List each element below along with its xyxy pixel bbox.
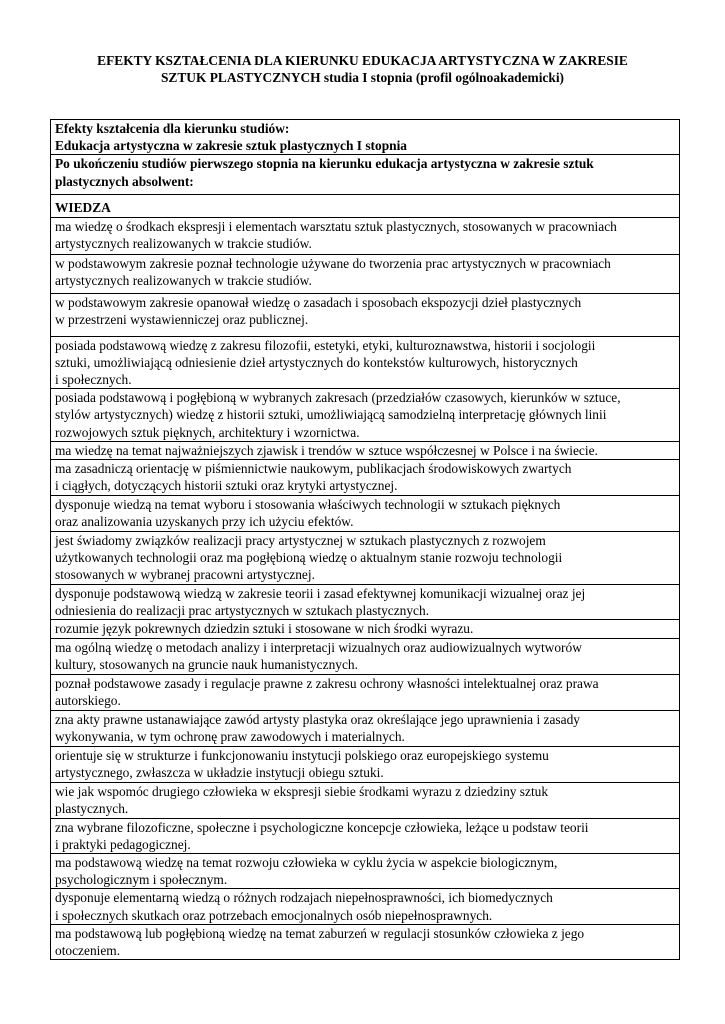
table-row: [51, 746, 680, 782]
outcome-cell: [51, 254, 680, 293]
outcome-cell: [51, 889, 680, 924]
outcome-cell: [51, 710, 680, 746]
outcome-line: zna akty prawne ustanawiające zawód artysty plastyka oraz określające jego uprawnienia i zasady: [55, 711, 580, 727]
outcome-line: ma wiedzę o środkach ekspresji i elementach warsztatu sztuk plastycznych, stosowanych w pracowniach: [55, 218, 617, 234]
table-row: [51, 336, 680, 389]
table-row: [51, 818, 680, 853]
title-line: SZTUK PLASTYCZNYCH studia I stopnia (profil ogólnoakademicki): [160, 70, 565, 85]
document-title: [40, 52, 685, 86]
outcome-cell: [51, 782, 680, 818]
outcome-line: rozumie język pokrewnych dziedzin sztuki i stosowane w nich środki wyrazu.: [55, 621, 474, 637]
outcome-line: stosowanych w wybranej pracowni artystycznej.: [55, 567, 315, 583]
outcome-cell: [51, 746, 680, 782]
outcome-line: otoczeniem.: [55, 943, 121, 959]
outcome-line: orientuje się w strukturze i funkcjonowaniu instytucji polskiego oraz europejskiego systemu: [55, 747, 549, 763]
outcome-line: i społecznych.: [55, 372, 132, 388]
table-row: [51, 217, 680, 254]
outcome-line: odniesienia do realizacji prac artystycznych w sztukach plastycznych.: [55, 603, 430, 619]
outcome-line: poznał podstawowe zasady i regulacje prawne z zakresu ochrony własności intelektualnej oraz prawa: [55, 675, 599, 691]
table-row: [51, 496, 680, 532]
outcome-cell: [51, 217, 680, 254]
outcome-line: użytkowanych technologii oraz ma pogłębioną wiedzę o aktualnym stanie rozwoju technologii: [55, 550, 563, 566]
outcome-line: w przestrzeni wystawienniczej oraz publicznej.: [55, 311, 309, 327]
outcome-line: plastycznych.: [55, 800, 129, 816]
outcome-line: artystycznego, zwłaszcza w układzie instytucji obiegu sztuki.: [55, 764, 384, 780]
outcome-line: dysponuje wiedzą na temat wyboru i stosowania właściwych technologii w sztukach pięknych: [55, 497, 561, 513]
outcome-line: kultury, stosowanych na gruncie nauk humanistycznych.: [55, 656, 358, 672]
outcome-cell: [51, 441, 680, 459]
intro-line: Po ukończeniu studiów pierwszego stopnia na kierunku edukacja artystyczna w zakresie sztuk: [55, 156, 594, 172]
intro-cell: [51, 155, 680, 195]
outcome-line: stylów artystycznych) wiedzę z historii sztuki, umożliwiającą samodzielną interpretację głównych linii: [55, 407, 607, 423]
table-row: [51, 674, 680, 710]
table-row: [51, 254, 680, 293]
section-row: [51, 195, 680, 217]
outcome-cell: [51, 585, 680, 620]
outcome-cell: [51, 460, 680, 496]
header-line: Edukacja artystyczna w zakresie sztuk plastycznych I stopnia: [55, 138, 408, 154]
section-label: WIEDZA: [51, 195, 680, 217]
table-row: [51, 293, 680, 336]
outcome-line: w podstawowym zakresie poznał technologie używane do tworzenia prac artystycznych w pracowniach: [55, 255, 611, 271]
outcome-line: oraz analizowania uzyskanych przy ich użyciu efektów.: [55, 514, 354, 530]
outcome-line: zna wybrane filozoficzne, społeczne i psychologiczne koncepcje człowieka, leżące u podstaw teorii: [55, 819, 589, 835]
outcome-line: dysponuje elementarną wiedzą o różnych rodzajach niepełnosprawności, ich biomedycznych: [55, 890, 553, 906]
outcome-line: i społecznych skutkach oraz potrzebach emocjonalnych osób niepełnosprawnych.: [55, 907, 493, 923]
header-line: Efekty kształcenia dla kierunku studiów:: [55, 121, 290, 136]
intro-row: [51, 155, 680, 195]
outcome-line: sztuki, umożliwiającą odniesienie dzieł artystycznych do kontekstów kulturowych, historycznych: [55, 354, 578, 370]
outcome-line: psychologicznym i społecznym.: [55, 872, 228, 888]
outcome-line: ma wiedzę na temat najważniejszych zjawisk i trendów w sztuce współczesnej w Polsce i na świecie.: [55, 442, 598, 458]
outcome-cell: [51, 818, 680, 853]
table-row: [51, 620, 680, 638]
outcome-line: rozwojowych sztuk pięknych, architektury i wzornictwa.: [55, 424, 360, 440]
outcome-line: wykonywania, w tym ochronę praw zawodowych i materialnych.: [55, 728, 405, 744]
table-header-cell: [51, 120, 680, 155]
table-row: [51, 460, 680, 496]
outcome-cell: [51, 854, 680, 889]
outcome-cell: [51, 293, 680, 336]
outcome-line: wie jak wspomóc drugiego człowieka w ekspresji siebie środkami wyrazu z dziedziny sztuk: [55, 783, 549, 799]
outcome-cell: [51, 620, 680, 638]
outcome-line: ma ogólną wiedzę o metodach analizy i interpretacji wizualnych oraz audiowizualnych wytworów: [55, 639, 582, 655]
outcome-line: artystycznych realizowanych w trakcie studiów.: [55, 235, 312, 251]
outcome-cell: [51, 638, 680, 674]
table-row: [51, 532, 680, 585]
table-row: [51, 924, 680, 959]
outcome-cell: [51, 496, 680, 532]
outcome-line: w podstawowym zakresie opanował wiedzę o zasadach i sposobach ekspozycji dzieł plastycznych: [55, 294, 582, 310]
table-row: [51, 585, 680, 620]
outcome-line: posiada podstawową wiedzę z zakresu filozofii, estetyki, etyki, kulturoznawstwa, historii i socjologii: [55, 337, 596, 353]
outcome-line: jest świadomy związków realizacji pracy artystycznej w sztukach plastycznych z rozwojem: [55, 533, 546, 549]
outcome-line: ma podstawową lub pogłębioną wiedzę na temat zaburzeń w regulacji stosunków człowieka z jego: [55, 925, 585, 941]
outcome-line: dysponuje podstawową wiedzą w zakresie teorii i zasad efektywnej komunikacji wizualnej oraz jej: [55, 586, 586, 602]
table-row: [51, 441, 680, 459]
table-row: [51, 854, 680, 889]
table-row: [51, 782, 680, 818]
outcome-cell: [51, 389, 680, 442]
outcome-cell: [51, 674, 680, 710]
outcome-line: autorskiego.: [55, 692, 121, 708]
title-line: EFEKTY KSZTAŁCENIA DLA KIERUNKU EDUKACJA ARTYSTYCZNA W ZAKRESIE: [97, 53, 628, 68]
outcome-line: i ciągłych, dotyczących historii sztuki oraz krytyki artystycznej.: [55, 478, 398, 494]
outcome-cell: [51, 532, 680, 585]
outcome-line: ma podstawową wiedzę na temat rozwoju człowieka w cyklu życia w aspekcie biologicznym,: [55, 855, 558, 871]
table-row: [51, 638, 680, 674]
outcome-line: i praktyki pedagogicznej.: [55, 836, 191, 852]
table-header-row: [51, 120, 680, 155]
outcome-line: artystycznych realizowanych w trakcie studiów.: [55, 272, 312, 288]
table-row: [51, 889, 680, 924]
learning-outcomes-table: [50, 119, 680, 960]
intro-line: plastycznych absolwent:: [55, 173, 194, 189]
outcome-cell: [51, 924, 680, 959]
table-row: [51, 389, 680, 442]
table-row: [51, 710, 680, 746]
outcome-cell: [51, 336, 680, 389]
outcome-line: ma zasadniczą orientację w piśmiennictwie naukowym, publikacjach środowiskowych zwartych: [55, 461, 572, 477]
outcome-line: posiada podstawową i pogłębioną w wybranych zakresach (przedziałów czasowych, kierunków w sztuce,: [55, 390, 621, 406]
